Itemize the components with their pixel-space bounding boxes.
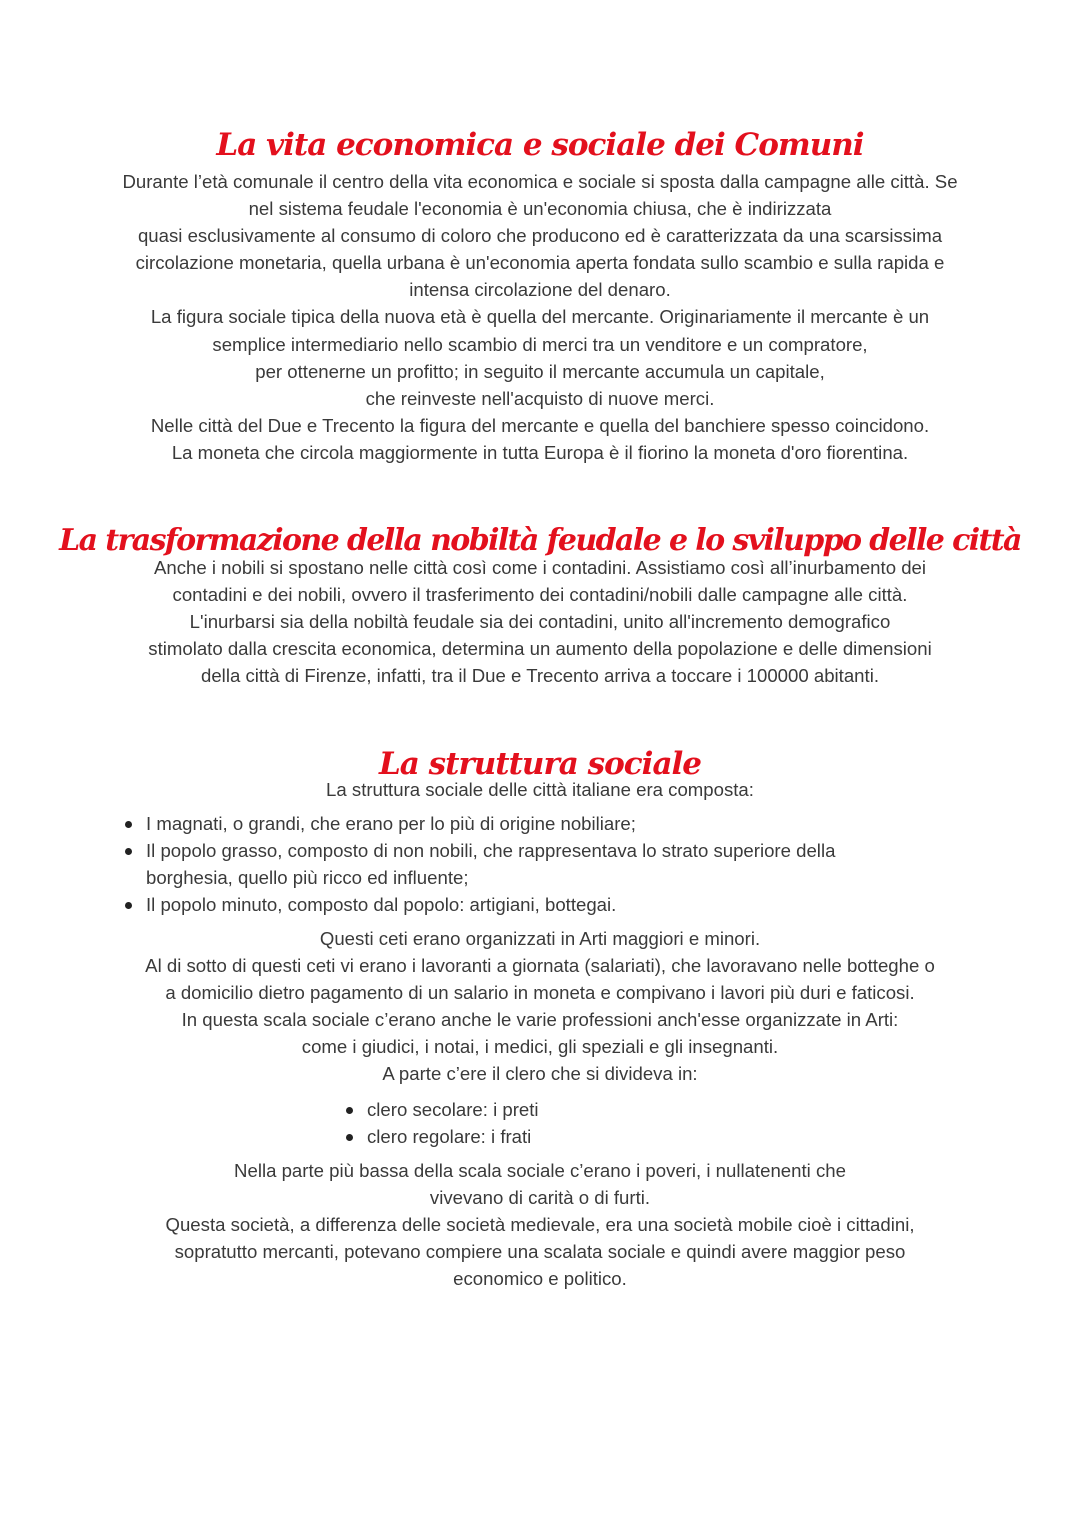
clergy-list: [367, 1096, 539, 1150]
list-item: Il popolo minuto, composto dal popolo: artigiani, bottegai.: [146, 891, 835, 918]
text-line: contadini e dei nobili, ovvero il trasferimento dei contadini/nobili dalle campagne alle città.: [172, 584, 908, 606]
text-line: La struttura sociale delle città italiane era composta:: [326, 779, 754, 800]
text-line: che reinveste nell'acquisto di nuove merci.: [365, 387, 715, 409]
text-line: Nella parte più bassa della scala sociale c’erano i poveri, i nullatenenti che: [234, 1160, 846, 1181]
paragraph-social-intro: [0, 776, 1080, 803]
list-item: clero regolare: i frati: [367, 1123, 539, 1150]
text-line: Nelle città del Due e Trecento la figura del mercante e quella del banchiere spesso coincidono.: [150, 414, 930, 436]
text-line: circolazione monetaria, quella urbana è un'economia aperta fondata sullo scambio e sulla rapida e: [135, 252, 945, 274]
section-title-social-structure: La struttura sociale: [378, 745, 702, 782]
text-line: Anche i nobili si spostano nelle città così come i contadini. Assistiamo così all’inurbamento dei: [153, 557, 927, 578]
text-line: La moneta che circola maggiormente in tutta Europa è il fiorino la moneta d'oro fiorentina.: [171, 441, 909, 463]
text-line: A parte c’ere il clero che si divideva in:: [382, 1063, 698, 1085]
text-line: Durante l’età comunale il centro della vita economica e sociale si sposta dalla campagne alle città. Se: [122, 171, 958, 192]
text-line: Al di sotto di questi ceti vi erano i lavoranti a giornata (salariati), che lavoravano nelle botteghe o: [145, 955, 935, 977]
paragraph-nobility: [0, 554, 1080, 689]
text-line: vivevano di carità o di furti.: [429, 1187, 651, 1209]
text-line: quasi esclusivamente al consumo di coloro che producono ed è caratterizzata da una scarsissima: [137, 225, 943, 247]
text-line: La figura sociale tipica della nuova età è quella del mercante. Originariamente il mercante è un: [150, 306, 930, 328]
text-line: sopratutto mercanti, potevano compiere una scalata sociale e quindi avere maggior peso: [174, 1241, 906, 1263]
list-item: I magnati, o grandi, che erano per lo più di origine nobiliare;: [146, 810, 835, 837]
section-title-economic-life: La vita economica e sociale dei Comuni: [216, 126, 864, 163]
paragraph-arts: [0, 925, 1080, 1088]
text-line: intensa circolazione del denaro.: [409, 279, 671, 301]
section-title-nobility: La trasformazione della nobiltà feudale e lo sviluppo delle città: [59, 522, 1021, 558]
text-line: come i giudici, i notai, i medici, gli speziali e gli insegnanti.: [301, 1036, 779, 1058]
paragraph-economic-life: [0, 168, 1080, 466]
text-line: L'inurbarsi sia della nobiltà feudale sia dei contadini, unito all'incremento demografico: [189, 611, 891, 633]
text-line: semplice intermediario nello scambio di merci tra un venditore e un compratore,: [212, 333, 868, 355]
text-line: a domicilio dietro pagamento di un salario in moneta e compivano i lavori più duri e faticosi.: [165, 982, 915, 1004]
list-item: Il popolo grasso, composto di non nobili, che rappresentava lo strato superiore della: [146, 837, 835, 864]
text-line: della città di Firenze, infatti, tra il Due e Trecento arriva a toccare i 100000 abitanti.: [201, 665, 879, 687]
text-line: Questi ceti erano organizzati in Arti maggiori e minori.: [319, 928, 761, 949]
list-item: clero secolare: i preti: [367, 1096, 539, 1123]
text-line: per ottenerne un profitto; in seguito il mercante accumula un capitale,: [255, 360, 825, 382]
paragraph-closing: [0, 1157, 1080, 1292]
list-item: borghesia, quello più ricco ed influente;: [146, 867, 469, 889]
text-line: economico e politico.: [453, 1268, 627, 1290]
text-line: Questa società, a differenza delle società medievale, era una società mobile cioè i cittadini,: [165, 1214, 915, 1236]
text-line: nel sistema feudale l'economia è un'economia chiusa, che è indirizzata: [248, 198, 832, 220]
social-classes-list: [146, 810, 835, 918]
text-line: stimolato dalla crescita economica, determina un aumento della popolazione e delle dimensioni: [148, 638, 932, 660]
text-line: In questa scala sociale c’erano anche le varie professioni anch'esse organizzate in Arti:: [181, 1009, 899, 1031]
